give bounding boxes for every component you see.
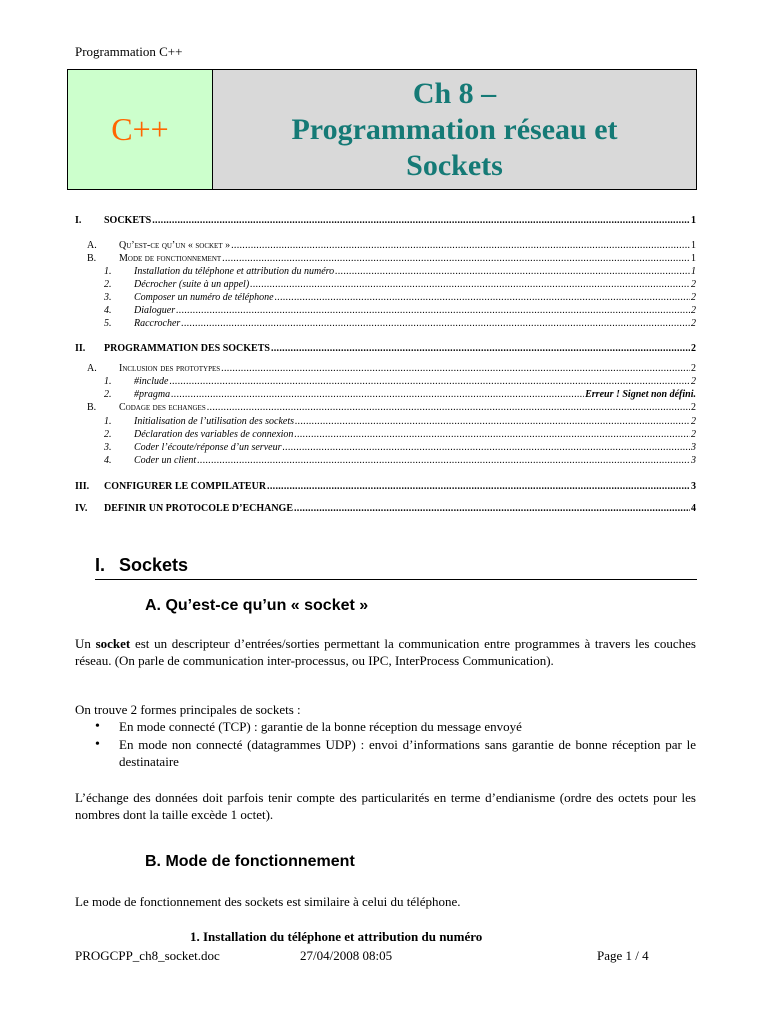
subsubsection-heading-1: 1. Installation du téléphone et attribution du numéro bbox=[190, 929, 483, 944]
footer-page-number: Page 1 / 4 bbox=[597, 948, 649, 963]
toc-entry-title: #pragma bbox=[134, 389, 171, 400]
toc-entry-title: Dialoguer bbox=[134, 305, 176, 316]
toc-leader-dots bbox=[176, 305, 690, 316]
paragraph-endianness: L’échange des données doit parfois tenir compte des particularités en terme d’endianisme (ordre des octets pour les nombres dont la taille excède 1 octet). bbox=[75, 790, 696, 822]
title-chapter bbox=[213, 70, 696, 189]
toc-entry-title: Installation du téléphone et attribution du numéro bbox=[134, 266, 335, 277]
bullet-icon: • bbox=[95, 737, 100, 752]
list-item-text: En mode non connecté (datagrammes UDP) : envoi d’informations sans garantie de bonne réception par le destinataire bbox=[119, 737, 696, 769]
toc-entry-page: 1 bbox=[691, 266, 696, 277]
toc-entry-title: Décrocher (suite à un appel) bbox=[134, 279, 250, 290]
paragraph-forms-intro: On trouve 2 formes principales de sockets : bbox=[75, 702, 301, 717]
toc-entry-page: 2 bbox=[691, 292, 696, 303]
section-number: I. bbox=[95, 555, 106, 575]
paragraph-socket-definition bbox=[75, 635, 696, 669]
toc-entry-page: 3 bbox=[691, 481, 696, 492]
toc-entry-page: 2 bbox=[691, 343, 696, 354]
toc-entry[interactable] bbox=[75, 318, 696, 331]
toc-entry-title: PROGRAMMATION DES SOCKETS bbox=[104, 343, 270, 354]
toc-leader-dots bbox=[207, 402, 690, 413]
bullet-list bbox=[95, 718, 696, 771]
title-line: Sockets bbox=[406, 148, 503, 182]
toc-entry-title: CONFIGURER LE COMPILATEUR bbox=[104, 481, 267, 492]
title-line: Ch 8 – bbox=[412, 76, 497, 110]
toc-entry-title: Initialisation de l’utilisation des sockets bbox=[134, 416, 294, 427]
toc-entry[interactable] bbox=[75, 455, 696, 468]
toc-entry-number: 4. bbox=[104, 305, 112, 316]
list-item bbox=[95, 736, 696, 770]
toc-entry-page: 2 bbox=[691, 402, 696, 413]
toc-entry[interactable] bbox=[75, 240, 696, 253]
toc-entry-page: 1 bbox=[691, 215, 696, 226]
toc-entry-title: Qu’est-ce qu’un « socket » bbox=[119, 240, 231, 251]
toc-entry-number: III. bbox=[75, 481, 90, 492]
toc-entry-page: 2 bbox=[691, 279, 696, 290]
toc-entry-title: SOCKETS bbox=[104, 215, 152, 226]
toc-leader-dots bbox=[295, 416, 690, 427]
toc-entry-number: 2. bbox=[104, 279, 112, 290]
toc-entry-number: 2. bbox=[104, 429, 112, 440]
toc-entry-page: 2 bbox=[691, 429, 696, 440]
toc-entry[interactable] bbox=[75, 481, 696, 494]
toc-entry-title: Codage des echanges bbox=[119, 402, 206, 413]
toc-entry[interactable] bbox=[75, 292, 696, 305]
toc-entry-number: A. bbox=[87, 240, 97, 251]
toc-leader-dots bbox=[231, 240, 690, 251]
toc-entry-page: 1 bbox=[691, 253, 696, 264]
toc-entry-title: Mode de fonctionnement bbox=[119, 253, 222, 264]
toc-entry[interactable] bbox=[75, 266, 696, 279]
toc-leader-dots bbox=[169, 376, 690, 387]
list-item bbox=[95, 718, 696, 735]
page-header: Programmation C++ bbox=[75, 44, 183, 59]
toc-leader-dots bbox=[294, 429, 690, 440]
subsection-heading-b: B. Mode de fonctionnement bbox=[145, 853, 355, 870]
title-line: Programmation réseau et bbox=[291, 112, 618, 146]
toc-entry-number: 1. bbox=[104, 266, 112, 277]
toc-leader-dots bbox=[275, 292, 690, 303]
toc-entry[interactable] bbox=[75, 215, 696, 228]
list-item-text: En mode connecté (TCP) : garantie de la bonne réception du message envoyé bbox=[119, 719, 522, 734]
toc-entry-title: Coder l’écoute/réponse d’un serveur bbox=[134, 442, 282, 453]
toc-entry-title: Raccrocher bbox=[134, 318, 181, 329]
toc-entry-page: 3 bbox=[691, 442, 696, 453]
section-title: Sockets bbox=[119, 555, 189, 575]
toc-entry[interactable] bbox=[75, 442, 696, 455]
toc-entry-number: 3. bbox=[104, 292, 112, 303]
toc-entry-title: Composer un numéro de téléphone bbox=[134, 292, 274, 303]
toc-entry-number: 2. bbox=[104, 389, 112, 400]
toc-entry-title: Coder un client bbox=[134, 455, 197, 466]
title-language: C++ bbox=[68, 70, 213, 189]
toc-entry[interactable] bbox=[75, 363, 696, 376]
toc-leader-dots bbox=[282, 442, 690, 453]
toc-entry-number: 4. bbox=[104, 455, 112, 466]
toc-leader-dots bbox=[197, 455, 690, 466]
toc-entry-title: Inclusion des prototypes bbox=[119, 363, 221, 374]
toc-entry[interactable] bbox=[75, 402, 696, 415]
toc-entry-page: 3 bbox=[691, 455, 696, 466]
footer-date: 27/04/2008 08:05 bbox=[300, 948, 393, 963]
toc-leader-dots bbox=[152, 215, 690, 226]
toc-leader-dots bbox=[171, 389, 584, 400]
toc-entry-number: 1. bbox=[104, 416, 112, 427]
toc-entry-number: IV. bbox=[75, 503, 88, 514]
toc-entry-page: 2 bbox=[691, 363, 696, 374]
toc-entry-title: DEFINIR UN PROTOCOLE D’ECHANGE bbox=[104, 503, 293, 514]
toc-entry-page: 2 bbox=[691, 416, 696, 427]
toc-entry[interactable] bbox=[75, 429, 696, 442]
toc-entry-title: #include bbox=[134, 376, 169, 387]
toc-entry-page: 2 bbox=[691, 305, 696, 316]
toc-entry-number: II. bbox=[75, 343, 86, 354]
toc-entry-page: 2 bbox=[691, 376, 696, 387]
toc-entry-number: B. bbox=[87, 253, 97, 264]
toc-entry-number: 5. bbox=[104, 318, 112, 329]
toc-leader-dots bbox=[222, 253, 690, 264]
toc-entry-title: Déclaration des variables de connexion bbox=[134, 429, 294, 440]
toc-leader-dots bbox=[221, 363, 690, 374]
toc-entry-number: I. bbox=[75, 215, 82, 226]
toc-entry-number: B. bbox=[87, 402, 97, 413]
subsection-heading-a: A. Qu’est-ce qu’un « socket » bbox=[145, 597, 369, 614]
toc-entry-page: 2 bbox=[691, 318, 696, 329]
toc-entry-page: 4 bbox=[691, 503, 696, 514]
toc-entry[interactable] bbox=[75, 376, 696, 389]
toc-entry-number: 1. bbox=[104, 376, 112, 387]
toc-entry[interactable] bbox=[75, 253, 696, 266]
paragraph-rest: est un descripteur d’entrées/sorties permettant la communication entre programmes à travers les couches réseau. (On parle de communication inter-processus, ou IPC, InterProcess Communication). bbox=[75, 636, 696, 668]
paragraph-mode: Le mode de fonctionnement des sockets est similaire à celui du téléphone. bbox=[75, 894, 461, 909]
toc-leader-dots bbox=[267, 481, 690, 492]
term-socket: socket bbox=[95, 636, 131, 651]
toc-leader-dots bbox=[250, 279, 690, 290]
toc-entry[interactable] bbox=[75, 279, 696, 292]
toc-leader-dots bbox=[271, 343, 690, 354]
toc-entry-number: A. bbox=[87, 363, 97, 374]
title-box bbox=[67, 69, 697, 190]
toc-entry-page: Erreur ! Signet non défini. bbox=[585, 389, 696, 400]
paragraph-lead: Un bbox=[75, 636, 96, 651]
toc-leader-dots bbox=[294, 503, 690, 514]
toc-entry-number: 3. bbox=[104, 442, 112, 453]
toc-entry[interactable] bbox=[75, 343, 696, 356]
bullet-icon: • bbox=[95, 719, 100, 734]
toc-leader-dots bbox=[181, 318, 690, 329]
toc-leader-dots bbox=[335, 266, 690, 277]
section-heading-sockets bbox=[95, 555, 697, 580]
toc-entry[interactable] bbox=[75, 416, 696, 429]
toc-entry[interactable] bbox=[75, 389, 696, 402]
toc-entry[interactable] bbox=[75, 503, 696, 516]
toc-entry[interactable] bbox=[75, 305, 696, 318]
footer-filename: PROGCPP_ch8_socket.doc bbox=[75, 948, 220, 963]
toc-entry-page: 1 bbox=[691, 240, 696, 251]
